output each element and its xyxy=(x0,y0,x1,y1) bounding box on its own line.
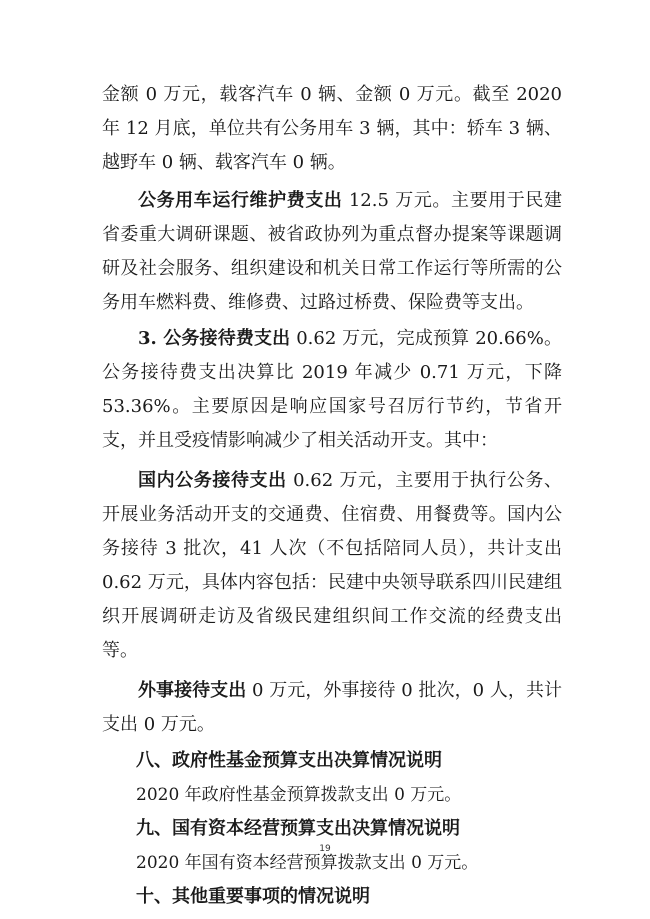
domestic-reception-text: 0.62 万元，主要用于执行公务、开展业务活动开支的交通费、住宿费、用餐费等。国内公务接待 3 批次，41 人次（不包括陪同人员），共计支出 0.62 万元，具体内容包括：民建中央领导联系四川民建组织开展调研走访及省级民建组织间工作交流的经费支出等。 xyxy=(102,470,562,661)
paragraph-domestic-reception xyxy=(102,464,562,668)
foreign-reception-lead: 外事接待支出 xyxy=(138,680,247,701)
section-8-body: 2020 年政府性基金预算拨款支出 0 万元。 xyxy=(136,785,462,805)
section-9-body: 2020 年国有资本经营预算拨款支出 0 万元。 xyxy=(136,853,479,873)
section-9-heading: 九、国有资本经营预算支出决算情况说明 xyxy=(136,818,460,839)
paragraph-vehicle-summary: 金额 0 万元，载客汽车 0 辆、金额 0 万元。截至 2020 年 12 月底，单位共有公务用车 3 辆，其中：轿车 3 辆、越野车 0 辆、载客汽车 0 辆。 xyxy=(102,84,562,173)
section-8-heading: 八、政府性基金预算支出决算情况说明 xyxy=(136,750,442,771)
reception-expense-text: 0.62 万元，完成预算 20.66%。公务接待费支出决算比 2019 年减少 0.71 万元，下降 53.36%。主要原因是响应国家号召厉行节约，节省开支，并且受疫情影响减少了相关活动开支。其中： xyxy=(102,328,562,451)
foreign-reception-text: 0 万元，外事接待 0 批次，0 人，共计支出 0 万元。 xyxy=(102,680,563,735)
reception-expense-lead: 3. 公务接待费支出 xyxy=(138,328,291,349)
page-number: 19 xyxy=(319,844,331,854)
paragraph-reception-expense xyxy=(102,322,562,458)
domestic-reception-lead: 国内公务接待支出 xyxy=(138,470,287,491)
vehicle-maintenance-lead: 公务用车运行维护费支出 xyxy=(138,190,343,211)
paragraph-foreign-reception xyxy=(102,674,562,742)
vehicle-maintenance-text: 12.5 万元。主要用于民建省委重大调研课题、被省政协列为重点督办提案等课题调研及社会服务、组织建设和机关日常工作运行等所需的公务用车燃料费、维修费、过路过桥费、保险费等支出。 xyxy=(102,190,562,313)
section-10-heading: 十、其他重要事项的情况说明 xyxy=(136,886,370,907)
paragraph-vehicle-maintenance xyxy=(102,184,562,320)
document-page xyxy=(102,78,562,914)
